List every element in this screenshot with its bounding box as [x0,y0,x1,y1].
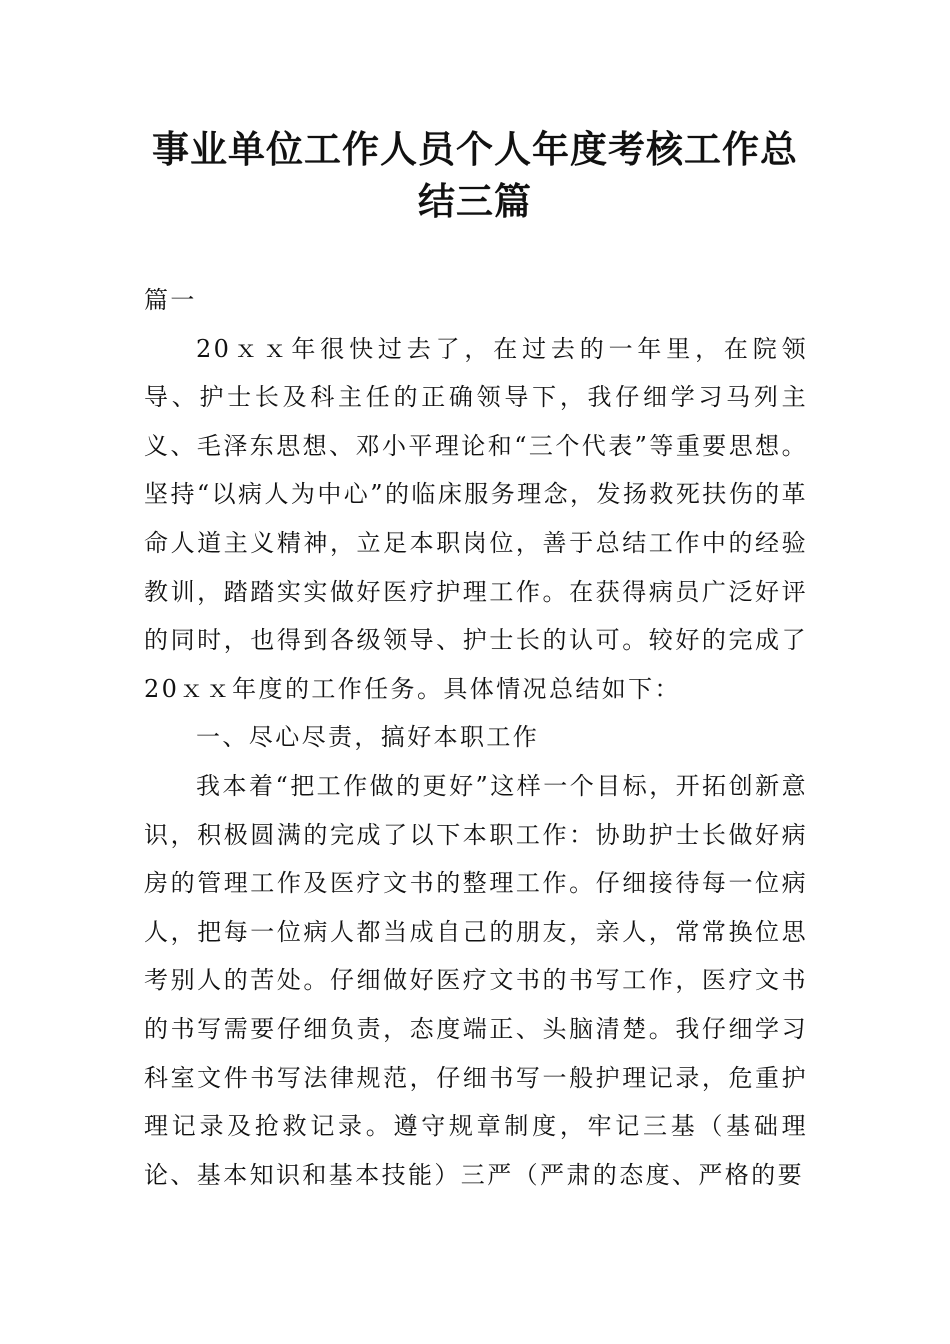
paragraph-work: 我本着“把工作做的更好”这样一个目标，开拓创新意识，积极圆满的完成了以下本职工作：协助护士长做好病房的管理工作及医疗文书的整理工作。仔细接待每一位病人，把每一位病人都当成自己的朋友，亲人，常常换位思考别人的苦处。仔细做好医疗文书的书写工作，医疗文书的书写需要仔细负责，态度端正、头脑清楚。我仔细学习科室文件书写法律规范，仔细书写一般护理记录，危重护理记录及抢救记录。遵守规章制度，牢记三基（基础理论、基本知识和基本技能）三严（严肃的态度、严格的要 [144,771,808,1189]
section-label: 篇一 [144,286,197,314]
title-line-2: 结三篇 [418,180,532,223]
paragraph-intro: 20ｘｘ年很快过去了，在过去的一年里，在院领导、护士长及科主任的正确领导下，我仔细学习马列主义、毛泽东思想、邓小平理论和“三个代表”等重要思想。坚持“以病人为中心”的临床服务理念，发扬救死扶伤的革命人道主义精神，立足本职岗位，善于总结工作中的经验教训，踏踏实实做好医疗护理工作。在获得病员广泛好评的同时，也得到各级领导、护士长的认可。较好的完成了20ｘｘ年度的工作任务。具体情况总结如下： [144,334,808,703]
paragraph-heading-1: 一、尽心尽责，搞好本职工作 [196,723,540,752]
document-body [144,276,808,1199]
title-line-1: 事业单位工作人员个人年度考核工作总 [152,128,798,171]
document-title [120,124,830,228]
